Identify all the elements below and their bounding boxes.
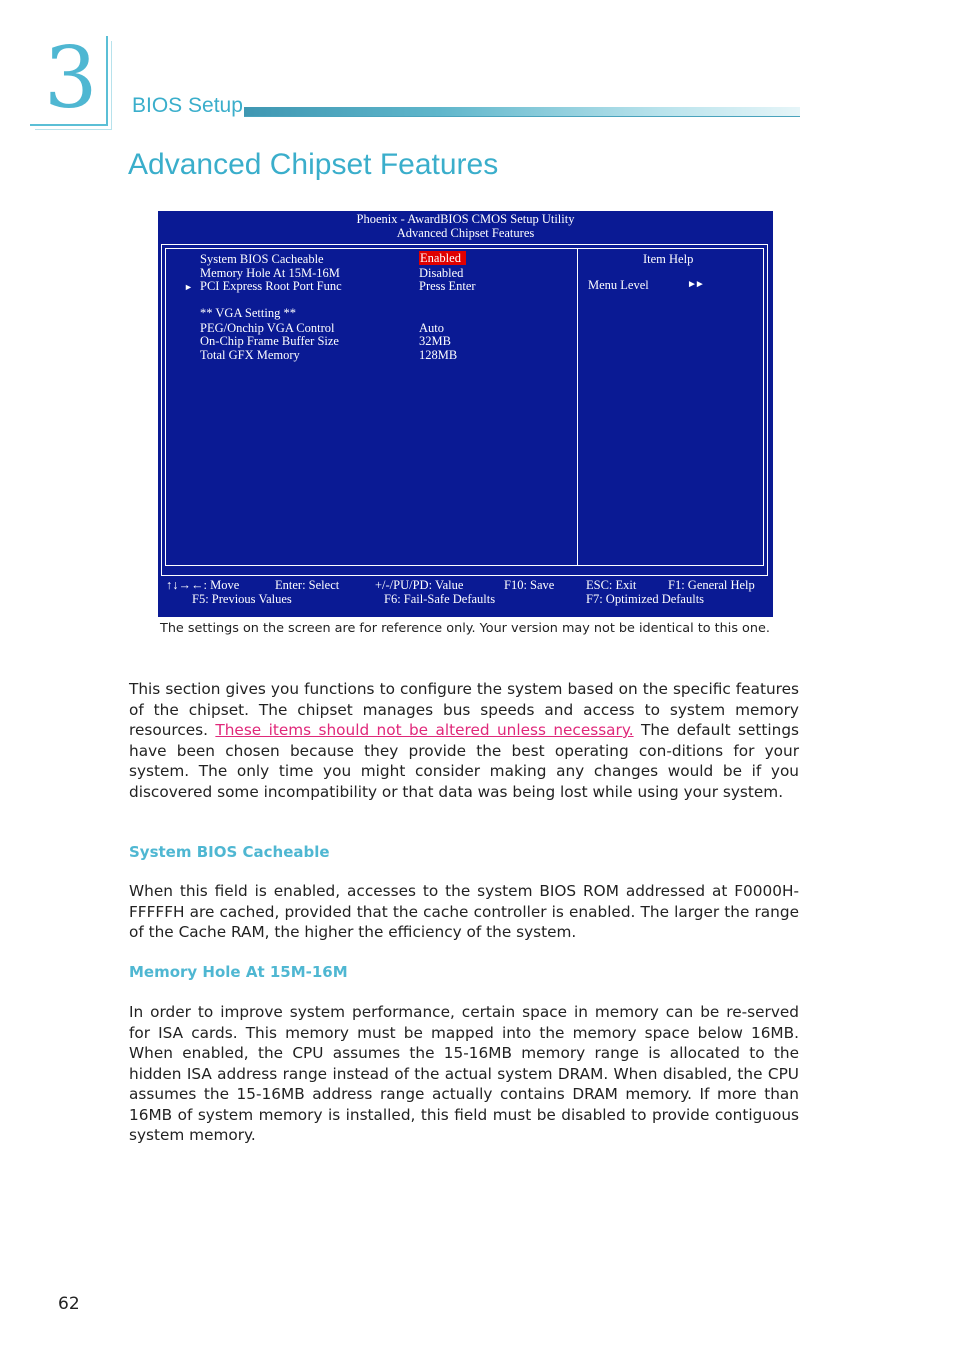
bios-page-title: Advanced Chipset Features bbox=[396, 226, 535, 240]
bios-utility-title: Phoenix - AwardBIOS CMOS Setup Utility bbox=[356, 212, 575, 226]
bios-item-pci-express-root-port[interactable]: PCI Express Root Port Func bbox=[200, 279, 342, 293]
intro-paragraph bbox=[129, 679, 799, 802]
key-optimized-defaults: F7: Optimized Defaults bbox=[586, 592, 705, 606]
bios-value-system-bios-cacheable[interactable]: Enabled bbox=[419, 251, 466, 265]
bios-item-total-gfx-memory[interactable]: Total GFX Memory bbox=[200, 348, 300, 362]
paragraph-system-bios-cacheable: When this field is enabled, accesses to the system BIOS ROM addressed at F0000H-FFFFFH are cached, provided that the cache controller is enabled. The larger the range of the Cache RAM, the higher the efficiency of the system. bbox=[129, 882, 799, 941]
bios-screen bbox=[158, 211, 773, 617]
menu-level-arrows-icon: ►► bbox=[687, 279, 703, 290]
page-title: Advanced Chipset Features bbox=[128, 148, 499, 181]
bios-value-total-gfx-memory[interactable]: 128MB bbox=[419, 348, 458, 362]
heading-memory-hole: Memory Hole At 15M-16M bbox=[129, 963, 348, 981]
page-number: 62 bbox=[58, 1294, 80, 1314]
paragraph-memory-hole: In order to improve system performance, certain space in memory can be re-served for ISA cards. This memory must be mapped into the memory space below 16MB. When enabled, the CPU assumes the 15-16MB memory range is allocated to the hidden ISA address range instead of the actual system DRAM. When disabled, the CPU assumes the 15-16MB address range actually contains DRAM memory. If more than 16MB of system memory is installed, this field must be disabled to provide contiguous system memory. bbox=[129, 1003, 799, 1144]
bios-item-frame-buffer-size[interactable]: On-Chip Frame Buffer Size bbox=[200, 334, 339, 348]
screenshot-caption: The settings on the screen are for reference only. Your version may not be identical to this one. bbox=[160, 621, 770, 636]
bios-item-memory-hole[interactable]: Memory Hole At 15M-16M bbox=[200, 266, 340, 280]
item-help-title: Item Help bbox=[643, 252, 694, 266]
key-value: +/-/PU/PD: Value bbox=[375, 578, 464, 592]
submenu-arrow-icon: ► bbox=[184, 282, 193, 292]
bios-item-system-bios-cacheable[interactable]: System BIOS Cacheable bbox=[200, 252, 324, 266]
key-exit: ESC: Exit bbox=[586, 578, 637, 592]
intro-text-before: This section gives you functions to configure the system based on the specific features of the chipset. The chipset manages bus speeds and access to system memory resources. bbox=[129, 680, 799, 739]
key-general-help: F1: General Help bbox=[668, 578, 755, 592]
bios-value-peg-onchip-vga[interactable]: Auto bbox=[419, 321, 444, 335]
bios-group-vga-setting: ** VGA Setting ** bbox=[200, 306, 296, 320]
header-gradient-bar bbox=[244, 107, 800, 117]
bios-value-memory-hole[interactable]: Disabled bbox=[419, 266, 464, 280]
section-label: BIOS Setup bbox=[132, 94, 243, 117]
bios-value-frame-buffer-size[interactable]: 32MB bbox=[419, 334, 451, 348]
intro-text-after: The default settings have been chosen because they provide the best operating con-ditions for your system. The only time you might consider making any changes would be if you discovered some incompatibility or that data was being lost while using your system. bbox=[129, 721, 799, 801]
key-move: ↑↓→←: Move bbox=[166, 578, 240, 592]
key-save: F10: Save bbox=[504, 578, 555, 592]
bios-item-peg-onchip-vga[interactable]: PEG/Onchip VGA Control bbox=[200, 321, 335, 335]
bios-value-pci-express-root-port[interactable]: Press Enter bbox=[419, 279, 476, 293]
bios-help-divider bbox=[577, 248, 578, 566]
key-previous-values: F5: Previous Values bbox=[192, 592, 292, 606]
warning-text: These items should not be altered unless necessary. bbox=[215, 721, 634, 739]
menu-level-label: Menu Level bbox=[588, 278, 649, 292]
key-failsafe-defaults: F6: Fail-Safe Defaults bbox=[384, 592, 496, 606]
heading-system-bios-cacheable: System BIOS Cacheable bbox=[129, 843, 330, 861]
key-select: Enter: Select bbox=[275, 578, 340, 592]
bios-inner-frame bbox=[165, 248, 764, 566]
chapter-number: 3 bbox=[44, 29, 98, 127]
